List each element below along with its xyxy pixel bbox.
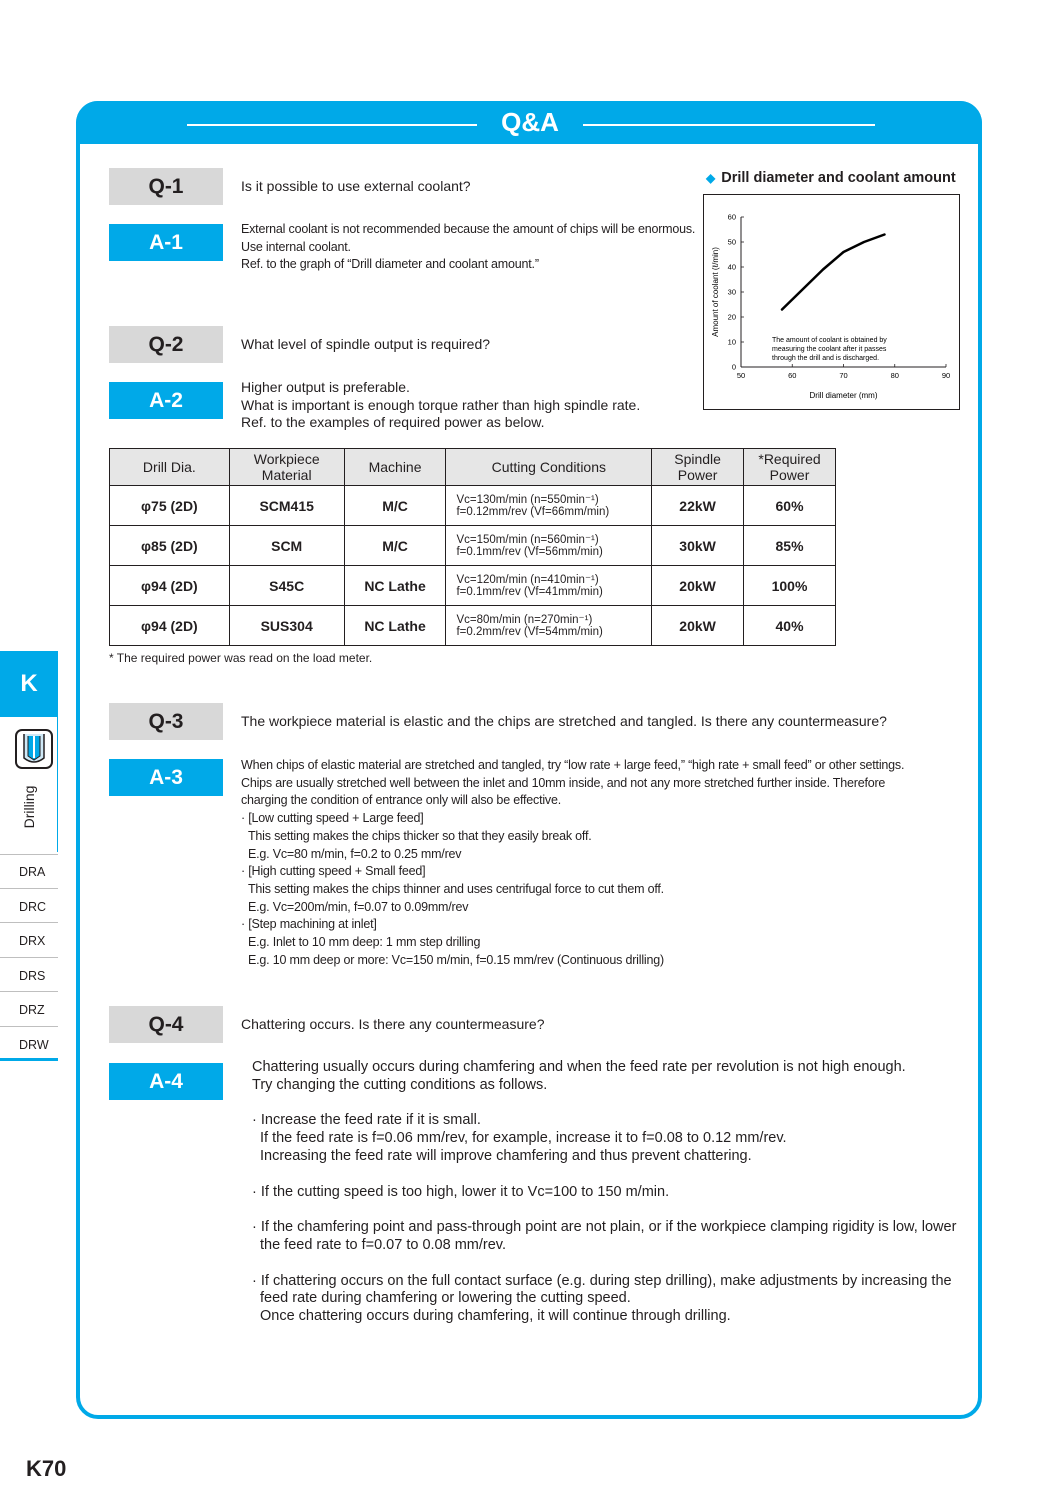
- sidebar-item-drx[interactable]: DRX: [0, 923, 58, 958]
- y-tick-label: 20: [727, 312, 736, 322]
- col-header-required: *Required Power: [744, 449, 836, 486]
- table-note: * The required power was read on the load meter.: [109, 651, 373, 665]
- chart-annotation: through the drill and is discharged.: [772, 355, 880, 362]
- x-axis-label: Drill diameter (mm): [809, 391, 878, 400]
- power-table: [109, 448, 836, 646]
- y-axis-label: Amount of coolant (ℓ/min): [711, 247, 720, 337]
- y-tick-label: 10: [727, 337, 736, 347]
- y-tick-label: 50: [727, 237, 736, 247]
- x-tick-label: 60: [788, 371, 797, 380]
- cell-material: SCM: [229, 526, 344, 566]
- chart-title: ◆ Drill diameter and coolant amount: [706, 170, 956, 186]
- page-number: K70: [26, 1456, 67, 1481]
- sidebar-category: Drilling: [21, 785, 37, 829]
- table-row: [110, 526, 836, 566]
- q2-label: Q-2: [109, 326, 223, 363]
- cell-spindle: 20kW: [652, 566, 744, 606]
- table-header-row: [110, 449, 836, 486]
- coolant-chart: [703, 194, 960, 410]
- coolant-chart-svg: [704, 195, 959, 409]
- y-tick-label: 60: [727, 212, 736, 222]
- col-header-spindle: Spindle Power: [652, 449, 744, 486]
- q2-question: What level of spindle output is required?: [241, 336, 491, 352]
- cell-conditions: Vc=150m/min (n=560min⁻¹) f=0.1mm/rev (Vf=56mm/min): [446, 526, 652, 566]
- header-rule-left: [187, 124, 477, 126]
- diamond-icon: ◆: [706, 171, 716, 185]
- series-line: [782, 235, 885, 310]
- x-tick-label: 90: [941, 371, 951, 380]
- cell-dia: φ85 (2D): [110, 526, 230, 566]
- table-row: [110, 486, 836, 526]
- header-rule-right: [583, 124, 875, 126]
- drill-icon: [14, 728, 54, 770]
- cell-conditions: Vc=130m/min (n=550min⁻¹) f=0.12mm/rev (Vf=66mm/min): [446, 486, 652, 526]
- col-header-cutting: Cutting Conditions: [446, 449, 652, 486]
- y-tick-label: 40: [727, 262, 736, 272]
- cell-required: 60%: [744, 486, 836, 526]
- q3-label: Q-3: [109, 703, 223, 740]
- cell-conditions: Vc=80m/min (n=270min⁻¹) f=0.2mm/rev (Vf=54mm/min): [446, 606, 652, 646]
- col-header-drill-dia: Drill Dia.: [110, 449, 230, 486]
- cell-material: SCM415: [229, 486, 344, 526]
- a2-answer: Higher output is preferable. What is important is enough torque rather than high spindle rate. Ref. to the examples of required power as below.: [241, 379, 641, 431]
- a2-label: A-2: [109, 382, 223, 419]
- chart-annotation: The amount of coolant is obtained by: [772, 337, 887, 344]
- a1-answer: External coolant is not recommended because the amount of chips will be enormous. Use internal coolant. Ref. to the graph of “Drill diameter and coolant amount.”: [241, 222, 696, 272]
- cell-dia: φ94 (2D): [110, 566, 230, 606]
- cell-machine: NC Lathe: [344, 566, 446, 606]
- cell-material: S45C: [229, 566, 344, 606]
- cell-machine: M/C: [344, 486, 446, 526]
- col-header-machine: Machine: [344, 449, 446, 486]
- chart-annotation: measuring the coolant after it passes: [772, 346, 887, 353]
- cell-spindle: 22kW: [652, 486, 744, 526]
- x-tick-label: 50: [736, 371, 746, 380]
- cell-machine: NC Lathe: [344, 606, 446, 646]
- cell-required: 85%: [744, 526, 836, 566]
- y-tick-label: 0: [731, 362, 736, 372]
- q4-question: Chattering occurs. Is there any countermeasure?: [241, 1016, 545, 1032]
- a3-label: A-3: [109, 759, 223, 796]
- section-tab-k[interactable]: K: [0, 651, 58, 717]
- sidebar-nav: [0, 854, 58, 1061]
- a3-answer: When chips of elastic material are stretched and tangled, try “low rate + large feed,” “high rate + small feed” or other settings. Chips are usually stretched well between the inlet and 10mm inside, and not any more stretched further inside. Therefore charging the condition of entrance only will also be effective. · [Low cutting speed + Large feed] This setting makes the chips thicker so that they easily break off. E.g. Vc=80 m/min, f=0.2 to 0.25 mm/rev · [High cutting speed + Small feed] This setting makes the chips thinner and uses centrifugal force to cut them off. E.g. Vc=200m/min, f=0.07 to 0.09mm/rev · [Step machining at inlet] E.g. Inlet to 10 mm deep: 1 mm step drilling E.g. 10 mm deep or more: Vc=150 m/min, f=0.15 mm/rev (Continuous drilling): [241, 758, 905, 967]
- cell-spindle: 20kW: [652, 606, 744, 646]
- col-header-workpiece: Workpiece Material: [229, 449, 344, 486]
- y-tick-label: 30: [727, 287, 736, 297]
- cell-conditions: Vc=120m/min (n=410min⁻¹) f=0.1mm/rev (Vf=41mm/min): [446, 566, 652, 606]
- cell-material: SUS304: [229, 606, 344, 646]
- table-row: [110, 606, 836, 646]
- sidebar-item-drz[interactable]: DRZ: [0, 992, 58, 1027]
- x-tick-label: 70: [839, 371, 848, 380]
- sidebar-item-drc[interactable]: DRC: [0, 889, 58, 924]
- q3-question: The workpiece material is elastic and the chips are stretched and tangled. Is there any countermeasure?: [241, 713, 887, 729]
- cell-spindle: 30kW: [652, 526, 744, 566]
- sidebar-item-drw[interactable]: DRW: [0, 1027, 58, 1062]
- x-tick-label: 80: [890, 371, 899, 380]
- cell-dia: φ75 (2D): [110, 486, 230, 526]
- q1-question: Is it possible to use external coolant?: [241, 178, 471, 194]
- a1-label: A-1: [109, 224, 223, 261]
- cell-required: 100%: [744, 566, 836, 606]
- q4-label: Q-4: [109, 1006, 223, 1043]
- sidebar-item-drs[interactable]: DRS: [0, 958, 58, 993]
- cell-dia: φ94 (2D): [110, 606, 230, 646]
- cell-required: 40%: [744, 606, 836, 646]
- cell-machine: M/C: [344, 526, 446, 566]
- table-row: [110, 566, 836, 606]
- page-title: Q&A: [501, 107, 559, 137]
- q1-label: Q-1: [109, 168, 223, 205]
- sidebar-item-dra[interactable]: DRA: [0, 854, 58, 889]
- a4-answer: Chattering usually occurs during chamfering and when the feed rate per revolution is not high enough. Try changing the cutting conditions as follows. · Increase the feed rate if it is small. If the feed rate is f=0.06 mm/rev, for example, increase it to f=0.08 to 0.12 mm/rev. Increasing the feed rate will improve chamfering and thus prevent chattering. · If the cutting speed is too high, lower it to Vc=100 to 150 m/min. · If the chamfering point and pass-through point are not plain, or if the workpiece clamping rigidity is low, lower the feed rate to f=0.07 to 0.08 mm/rev. · If chattering occurs on the full contact surface (e.g. during step drilling), make adjustments by increasing the feed rate during chamfering or lowering the cutting speed. Once chattering occurs during chamfering, it will continue through drilling.: [252, 1059, 957, 1325]
- a4-label: A-4: [109, 1063, 223, 1100]
